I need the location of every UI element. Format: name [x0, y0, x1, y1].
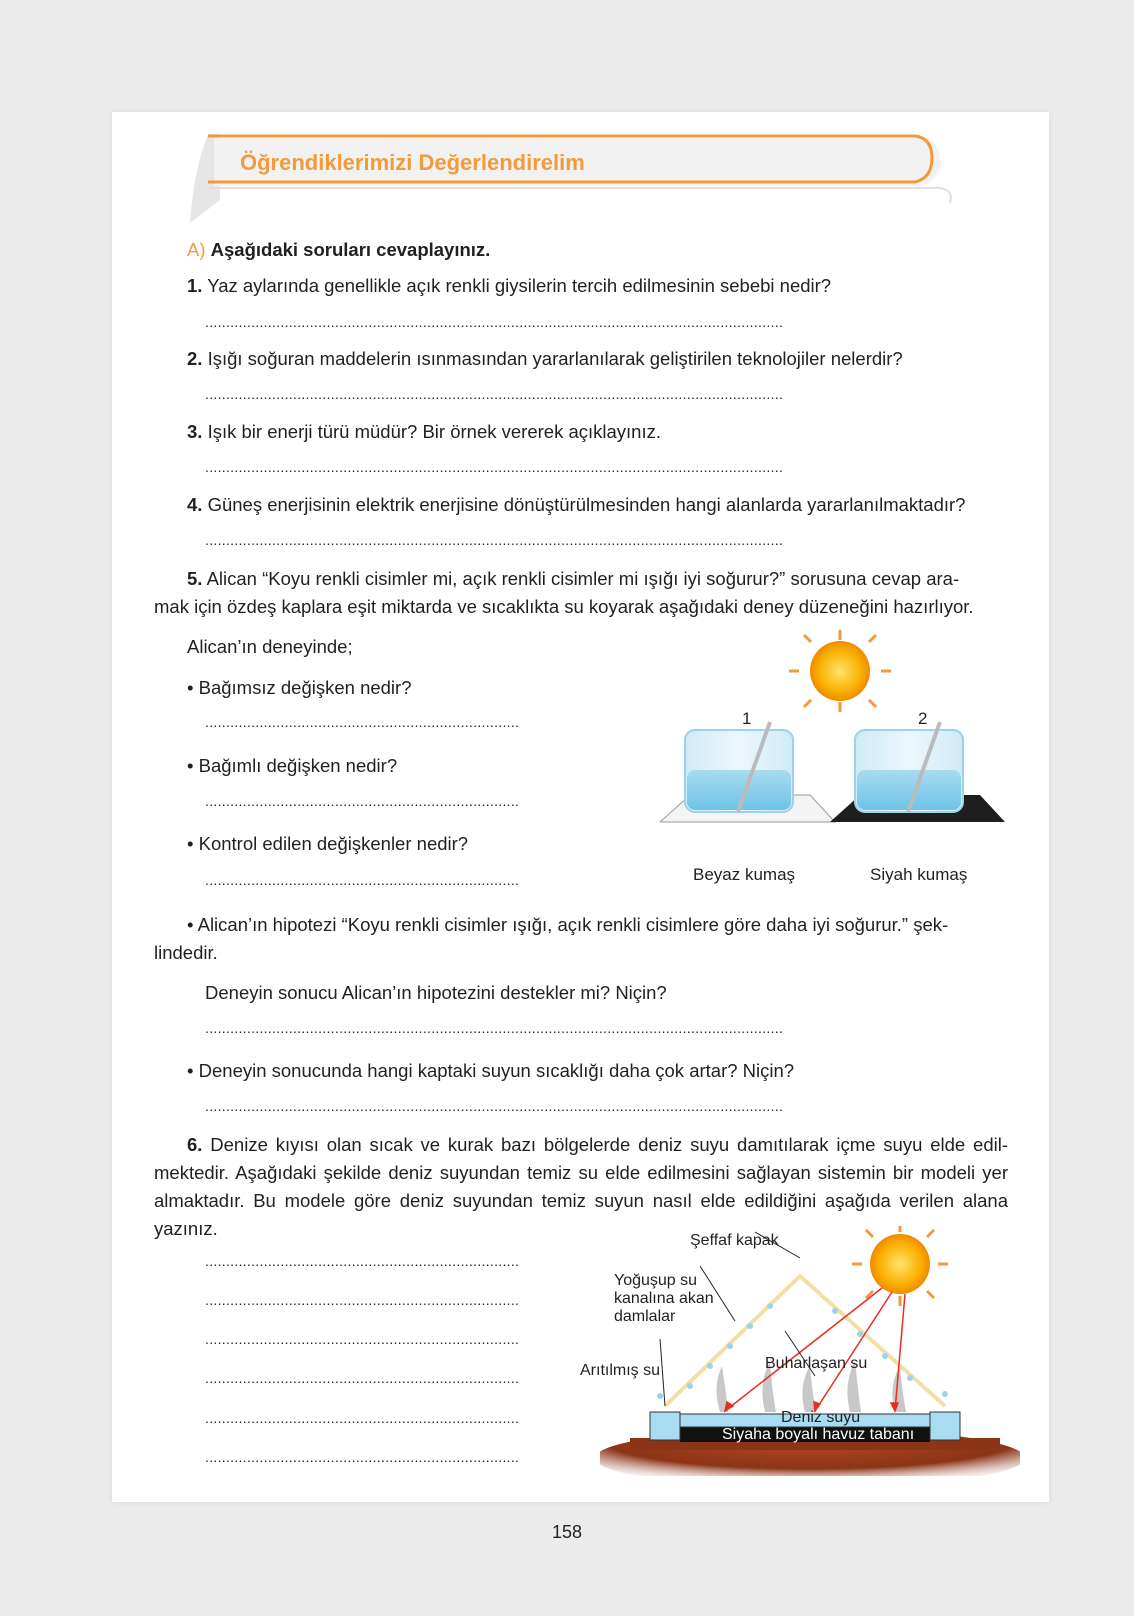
sun-icon [789, 630, 891, 712]
seawater-label: Deniz suyu [781, 1409, 861, 1426]
q5-bullet-controlled: • Kontrol edilen değişkenler nedir? [187, 833, 469, 854]
answer-line-q6-2[interactable]: ........................................................................... [205, 1292, 520, 1308]
q5-bullet-dependent: • Bağımlı değişken nedir? [187, 755, 398, 776]
q5-support-question: Deneyin sonucu Alican’ın hipotezini destekler mi? Niçin? [205, 982, 667, 1003]
header-banner [180, 128, 960, 228]
question-2: 2. Işığı soğuran maddelerin ısınmasından yararlanılarak geliştirilen teknolojiler nelerdir? [187, 348, 903, 369]
condense-label-2: kanalına akan [614, 1290, 714, 1307]
answer-line-dependent[interactable]: ........................................................................... [205, 793, 520, 809]
pool-base-label: Siyaha boyalı havuz tabanı [722, 1426, 915, 1443]
white-cloth-caption: Beyaz kumaş [693, 865, 796, 884]
answer-line-controlled[interactable]: ........................................................................... [205, 872, 520, 888]
evaporating-water-label: Buharlaşan su [765, 1355, 868, 1372]
question-5-line1: 5. Alican “Koyu renkli cisimler mi, açık renkli cisimler mi ışığı iyi soğurur?” sorusuna cevap ara- [187, 568, 960, 589]
condense-label-1: Yoğuşup su [614, 1272, 698, 1289]
answer-line-support[interactable]: .......................................................................................................................................... [205, 1020, 784, 1036]
answer-line-independent[interactable]: ........................................................................... [205, 714, 520, 730]
page-title: Öğrendiklerimizi Değerlendirelim [240, 150, 585, 175]
answer-line-1[interactable]: .......................................................................................................................................... [205, 314, 784, 330]
answer-line-q6-5[interactable]: ........................................................................... [205, 1410, 520, 1426]
page-number: 158 [551, 1522, 583, 1542]
question-4: 4. Güneş enerjisinin elektrik enerjisine dönüştürülmesinden hangi alanlarda yararlanılmaktadır? [187, 494, 966, 515]
question-6: 6. Denize kıyısı olan sıcak ve kurak bazı bölgelerde deniz suyu damıtılarak içme suyu elde edil-mektedir. Aşağıdaki şekilde deniz suyundan temiz su elde edilmesini sağlayan sistemin bir modeli yer almaktadır. Bu modele göre deniz suyundan temiz suyun nasıl elde edildiğini aşağıda verilen alana yazınız. [154, 1134, 1008, 1239]
beaker-2-number: 2 [918, 709, 928, 728]
condense-label-3: damlalar [614, 1308, 676, 1325]
q5-hypothesis-line1: • Alican’ın hipotezi “Koyu renkli cisimler ışığı, açık renkli cisimlere göre daha iyi soğurur.” şek- [187, 914, 949, 935]
q5-temperature-question: • Deneyin sonucunda hangi kaptaki suyun sıcaklığı daha çok artar? Niçin? [187, 1060, 795, 1081]
answer-line-q6-4[interactable]: ........................................................................... [205, 1370, 520, 1386]
purified-water-label: Arıtılmış su [580, 1362, 661, 1379]
q5-hypothesis-line2: lindedir. [154, 942, 218, 963]
q5-intro: Alican’ın deneyinde; [187, 636, 353, 657]
answer-line-2[interactable]: .......................................................................................................................................... [205, 386, 784, 402]
question-3: 3. Işık bir enerji türü müdür? Bir örnek vererek açıklayınız. [187, 421, 661, 442]
answer-line-4[interactable]: .......................................................................................................................................... [205, 532, 784, 548]
black-cloth-caption: Siyah kumaş [870, 865, 968, 884]
beaker-experiment-figure [660, 630, 1020, 860]
answer-line-temperature[interactable]: .......................................................................................................................................... [205, 1098, 784, 1114]
answer-line-q6-6[interactable]: ........................................................................... [205, 1449, 520, 1465]
question-5-line2: mak için özdeş kaplara eşit miktarda ve sıcaklıkta su koyarak aşağıdaki deney düzeneğini hazırlıyor. [154, 596, 974, 617]
answer-line-3[interactable]: .......................................................................................................................................... [205, 459, 784, 475]
answer-line-q6-1[interactable]: ........................................................................... [205, 1253, 520, 1269]
section-a-heading: A) Aşağıdaki soruları cevaplayınız. [187, 239, 491, 260]
question-1: 1. Yaz aylarında genellikle açık renkli giysilerin tercih edilmesinin sebebi nedir? [187, 275, 832, 296]
beaker-1-number: 1 [742, 709, 752, 728]
answer-line-q6-3[interactable]: ........................................................................... [205, 1331, 520, 1347]
q5-bullet-independent: • Bağımsız değişken nedir? [187, 677, 412, 698]
lid-label: Şeffaf kapak [690, 1232, 779, 1249]
